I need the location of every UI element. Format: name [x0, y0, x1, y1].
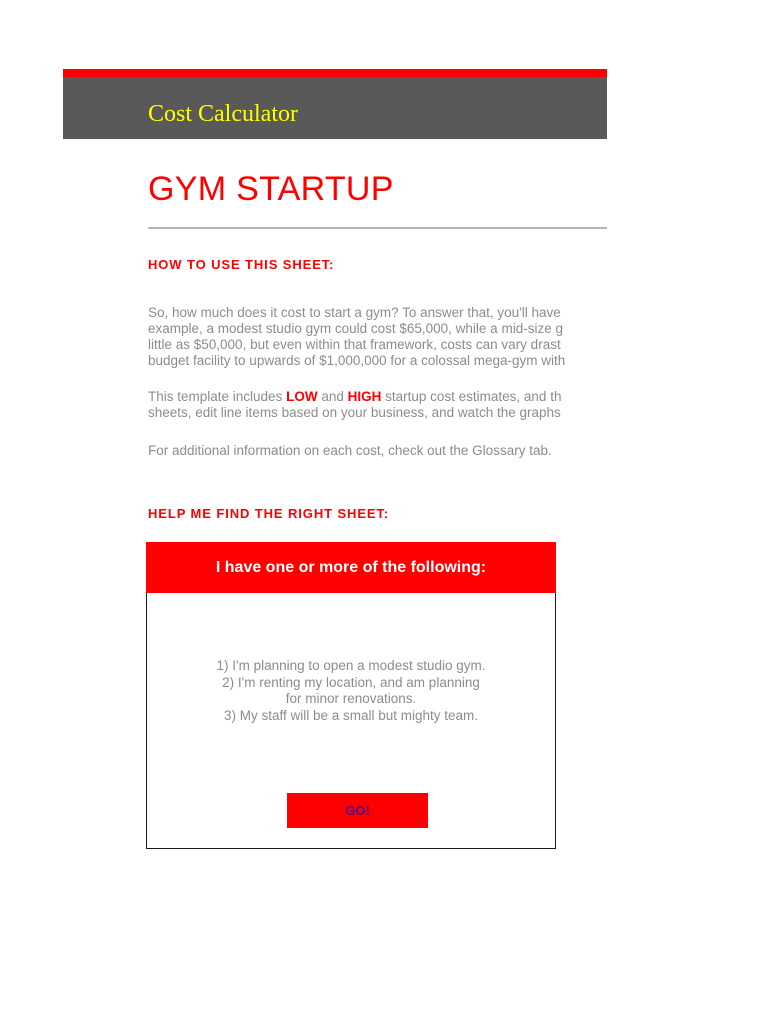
cost-calculator-sheet	[63, 69, 607, 1024]
low-highlight: LOW	[286, 389, 318, 404]
sheet-finder-card	[146, 593, 556, 849]
template-text: and	[317, 389, 348, 404]
glossary-paragraph: For additional information on each cost, check out the Glossary tab.	[148, 443, 552, 458]
go-button[interactable]: GO!	[287, 793, 428, 828]
intro-line: example, a modest studio gym could cost $65,000, while a mid-size g	[148, 321, 563, 336]
criteria-list	[147, 658, 555, 724]
header-title: Cost Calculator	[148, 101, 298, 127]
title-divider	[148, 227, 607, 229]
template-paragraph	[148, 389, 607, 421]
criteria-item: 1) I'm planning to open a modest studio gym.	[216, 658, 486, 673]
criteria-item: 3) My staff will be a small but mighty team.	[223, 707, 479, 723]
template-text: This template includes	[148, 389, 287, 404]
criteria-item: for minor renovations.	[285, 691, 417, 706]
intro-paragraph	[148, 305, 607, 369]
high-highlight: HIGH	[347, 389, 382, 404]
header-bar	[63, 77, 607, 139]
template-text: startup cost estimates, and th	[381, 389, 562, 404]
how-to-heading: HOW TO USE THIS SHEET:	[148, 257, 335, 272]
template-line-1	[148, 389, 607, 405]
criteria-item: 2) I'm renting my location, and am planning	[222, 674, 480, 690]
template-line-2: sheets, edit line items based on your business, and watch the graphs	[148, 405, 561, 420]
cell-border-fragment	[148, 848, 264, 851]
help-heading: HELP ME FIND THE RIGHT SHEET:	[148, 506, 390, 521]
top-accent-bar	[63, 69, 607, 77]
page-title: GYM STARTUP	[148, 170, 394, 208]
intro-line: So, how much does it cost to start a gym? To answer that, you'll have	[148, 305, 561, 320]
sheet-finder-card-header: I have one or more of the following:	[146, 542, 556, 593]
intro-line: budget facility to upwards of $1,000,000 for a colossal mega-gym with	[148, 353, 566, 368]
intro-line: little as $50,000, but even within that framework, costs can vary drast	[148, 337, 561, 352]
